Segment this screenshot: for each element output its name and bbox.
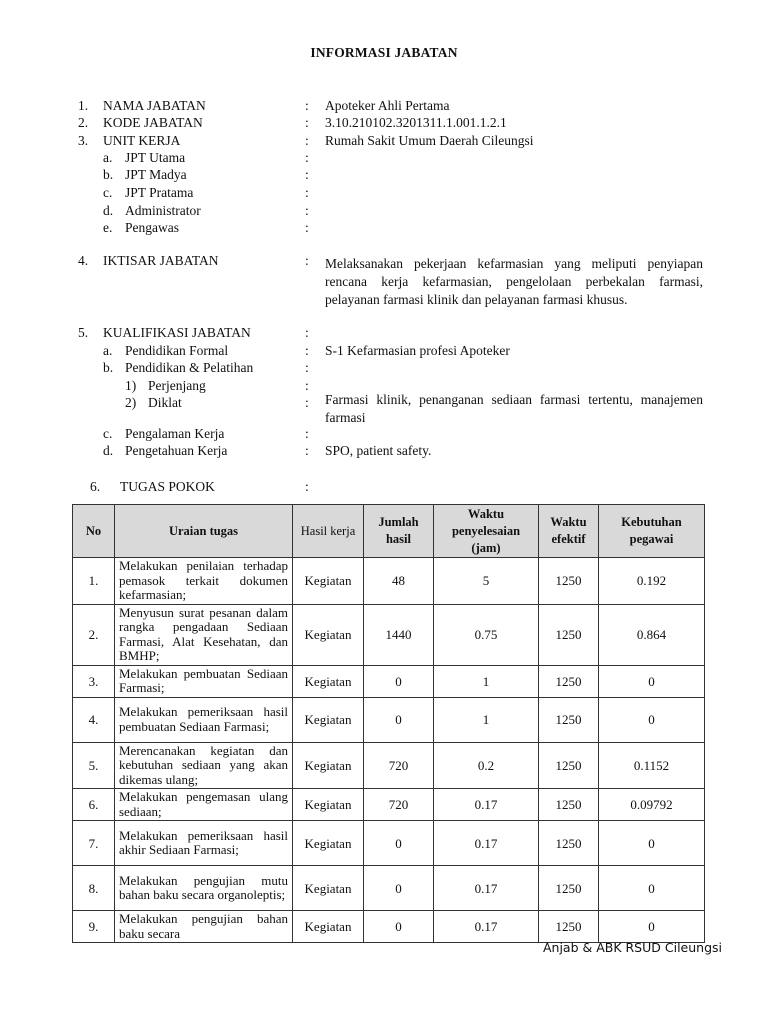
cell-kebutuhan: 0: [599, 821, 705, 866]
table-row: [73, 911, 705, 943]
sub-item-pendidikan-formal: [0, 342, 768, 360]
colon: :: [305, 150, 309, 165]
colon: :: [305, 220, 309, 235]
cell-jumlah: 48: [364, 558, 434, 605]
cell-jumlah: 0: [364, 821, 434, 866]
sub-value: SPO, patient safety.: [325, 443, 432, 458]
cell-waktu: 0.17: [434, 821, 539, 866]
colon: :: [305, 167, 309, 182]
sub-letter: 1): [125, 378, 137, 393]
item-number: 5.: [78, 325, 89, 340]
footer-text: Anjab & ABK RSUD Cileungsi: [542, 940, 722, 955]
table-row: [73, 742, 705, 789]
sub-label: JPT Utama: [125, 150, 186, 165]
item-unit-kerja: [0, 132, 768, 150]
sub-item-pengawas: [0, 219, 768, 237]
sub-letter: c.: [103, 185, 113, 200]
cell-jumlah: 0: [364, 866, 434, 911]
table-row: [73, 697, 705, 742]
cell-uraian: Melakukan pembuatan Sediaan Farmasi;: [115, 665, 293, 697]
cell-hasil: Kegiatan: [293, 866, 364, 911]
cell-no: 7.: [73, 821, 115, 866]
cell-hasil: Kegiatan: [293, 697, 364, 742]
table-body: [73, 558, 705, 943]
table-row: [73, 866, 705, 911]
sub-label: Perjenjang: [148, 378, 206, 393]
sub-letter: 2): [125, 395, 137, 410]
cell-efektif: 1250: [539, 821, 599, 866]
cell-kebutuhan: 0: [599, 866, 705, 911]
page-title: INFORMASI JABATAN: [310, 45, 458, 60]
cell-uraian: Melakukan pemeriksaan hasil pembuatan Sediaan Farmasi;: [115, 697, 293, 742]
cell-no: 9.: [73, 911, 115, 943]
header-uraian: Uraian tugas: [115, 505, 293, 558]
sub-item-jpt-pratama: [0, 184, 768, 202]
cell-hasil: Kegiatan: [293, 665, 364, 697]
table-row: [73, 604, 705, 665]
cell-waktu: 0.75: [434, 604, 539, 665]
cell-no: 3.: [73, 665, 115, 697]
cell-no: 4.: [73, 697, 115, 742]
cell-uraian: Menyusun surat pesanan dalam rangka pengadaan Sediaan Farmasi, Alat Kesehatan, dan BMHP;: [115, 604, 293, 665]
sub-letter: e.: [103, 220, 113, 235]
table-row: [73, 789, 705, 821]
sub-item-pengetahuan-kerja: [0, 442, 768, 460]
cell-efektif: 1250: [539, 789, 599, 821]
item-label: TUGAS POKOK: [120, 479, 215, 494]
cell-hasil: Kegiatan: [293, 604, 364, 665]
cell-efektif: 1250: [539, 558, 599, 605]
iktisar-text: Melaksanakan pekerjaan kefarmasian yang meliputi penyiapan rencana kerja kefarmasian, pengelolaan perbekalan farmasi, pelayanan farmasi klinik dan pelayanan farmasi khusus.: [325, 256, 703, 307]
item-number: 3.: [78, 133, 89, 148]
cell-kebutuhan: 0.864: [599, 604, 705, 665]
cell-kebutuhan: 0: [599, 911, 705, 943]
item-label: IKTISAR JABATAN: [103, 253, 219, 268]
cell-kebutuhan: 0: [599, 697, 705, 742]
cell-jumlah: 0: [364, 911, 434, 943]
header-jumlah: Jumlah hasil: [364, 505, 434, 558]
item-label: NAMA JABATAN: [103, 98, 206, 113]
sub-item-jpt-madya: [0, 166, 768, 184]
colon: :: [305, 253, 309, 268]
item-number: 6.: [90, 479, 101, 494]
cell-no: 8.: [73, 866, 115, 911]
cell-no: 6.: [73, 789, 115, 821]
item-kode-jabatan: [0, 114, 768, 132]
cell-jumlah: 0: [364, 665, 434, 697]
cell-waktu: 1: [434, 697, 539, 742]
cell-jumlah: 0: [364, 697, 434, 742]
tugas-table: [72, 504, 705, 943]
sub-label: Administrator: [125, 203, 201, 218]
header-hasil: Hasil kerja: [293, 505, 364, 558]
item-label: KODE JABATAN: [103, 115, 203, 130]
colon: :: [305, 133, 309, 148]
cell-kebutuhan: 0.1152: [599, 742, 705, 789]
cell-uraian: Melakukan pengujian mutu bahan baku secara organoleptis;: [115, 866, 293, 911]
sub-label: JPT Pratama: [125, 185, 194, 200]
cell-no: 2.: [73, 604, 115, 665]
cell-efektif: 1250: [539, 866, 599, 911]
cell-hasil: Kegiatan: [293, 821, 364, 866]
colon: :: [305, 479, 309, 494]
table-row: [73, 558, 705, 605]
cell-no: 5.: [73, 742, 115, 789]
colon: :: [305, 115, 309, 130]
item-value: Rumah Sakit Umum Daerah Cileungsi: [325, 133, 534, 148]
cell-kebutuhan: 0: [599, 665, 705, 697]
sub-item-pendidikan-pelatihan: [0, 359, 768, 377]
sub-letter: c.: [103, 426, 113, 441]
item-nama-jabatan: [0, 97, 768, 115]
table-row: [73, 665, 705, 697]
cell-uraian: Melakukan pengemasan ulang sediaan;: [115, 789, 293, 821]
sub-label: Pendidikan Formal: [125, 343, 229, 358]
cell-uraian: Melakukan pemeriksaan hasil akhir Sediaan Farmasi;: [115, 821, 293, 866]
cell-efektif: 1250: [539, 742, 599, 789]
cell-hasil: Kegiatan: [293, 558, 364, 605]
item-tugas-pokok: [0, 478, 768, 496]
header-no: No: [73, 505, 115, 558]
cell-hasil: Kegiatan: [293, 911, 364, 943]
sub-letter: d.: [103, 443, 114, 458]
sub-item-administrator: [0, 202, 768, 220]
cell-waktu: 0.17: [434, 911, 539, 943]
sub-label: Pengawas: [125, 220, 179, 235]
cell-waktu: 0.2: [434, 742, 539, 789]
sub-label: Pengalaman Kerja: [125, 426, 225, 441]
colon: :: [305, 325, 309, 340]
cell-waktu: 0.17: [434, 789, 539, 821]
colon: :: [305, 426, 309, 441]
item-label: UNIT KERJA: [103, 133, 181, 148]
cell-jumlah: 1440: [364, 604, 434, 665]
item-number: 4.: [78, 253, 89, 268]
cell-efektif: 1250: [539, 665, 599, 697]
colon: :: [305, 203, 309, 218]
cell-jumlah: 720: [364, 789, 434, 821]
sub-letter: a.: [103, 150, 113, 165]
item-number: 1.: [78, 98, 89, 113]
colon: :: [305, 443, 309, 458]
cell-kebutuhan: 0.09792: [599, 789, 705, 821]
cell-hasil: Kegiatan: [293, 742, 364, 789]
cell-efektif: 1250: [539, 604, 599, 665]
colon: :: [305, 98, 309, 113]
sub-letter: b.: [103, 167, 114, 182]
colon: :: [305, 360, 309, 375]
sub-letter: b.: [103, 360, 114, 375]
cell-jumlah: 720: [364, 742, 434, 789]
cell-hasil: Kegiatan: [293, 789, 364, 821]
colon: :: [305, 378, 309, 393]
item-value: 3.10.210102.3201311.1.001.1.2.1: [325, 115, 507, 130]
sub-label: JPT Madya: [125, 167, 187, 182]
cell-uraian: Merencanakan kegiatan dan kebutuhan sediaan yang akan dikemas ulang;: [115, 742, 293, 789]
diklat-text: Farmasi klinik, penanganan sediaan farmasi tertentu, manajemen farmasi: [325, 392, 703, 425]
item-label: KUALIFIKASI JABATAN: [103, 325, 251, 340]
item-value: Apoteker Ahli Pertama: [325, 98, 450, 113]
sub-label: Pendidikan & Pelatihan: [125, 360, 254, 375]
table-row: [73, 821, 705, 866]
cell-waktu: 1: [434, 665, 539, 697]
cell-waktu: 0.17: [434, 866, 539, 911]
item-number: 2.: [78, 115, 89, 130]
table-header-row: [73, 505, 705, 558]
cell-efektif: 1250: [539, 911, 599, 943]
sub-value: S-1 Kefarmasian profesi Apoteker: [325, 343, 510, 358]
cell-uraian: Melakukan penilaian terhadap pemasok terkait dokumen kefarmasian;: [115, 558, 293, 605]
header-efektif: Waktu efektif: [539, 505, 599, 558]
sub-label: Pengetahuan Kerja: [125, 443, 228, 458]
cell-uraian: Melakukan pengujian bahan baku secara: [115, 911, 293, 943]
cell-waktu: 5: [434, 558, 539, 605]
sub-letter: a.: [103, 343, 113, 358]
header-kebutuhan: Kebutuhan pegawai: [599, 505, 705, 558]
item-kualifikasi-jabatan: [0, 324, 768, 342]
colon: :: [305, 395, 309, 410]
sub-item-pengalaman-kerja: [0, 425, 768, 443]
sub-label: Diklat: [148, 395, 182, 410]
cell-no: 1.: [73, 558, 115, 605]
header-waktu: Waktu penyelesaian (jam): [434, 505, 539, 558]
sub-letter: d.: [103, 203, 114, 218]
colon: :: [305, 185, 309, 200]
cell-efektif: 1250: [539, 697, 599, 742]
colon: :: [305, 343, 309, 358]
cell-kebutuhan: 0.192: [599, 558, 705, 605]
sub-item-jpt-utama: [0, 149, 768, 167]
